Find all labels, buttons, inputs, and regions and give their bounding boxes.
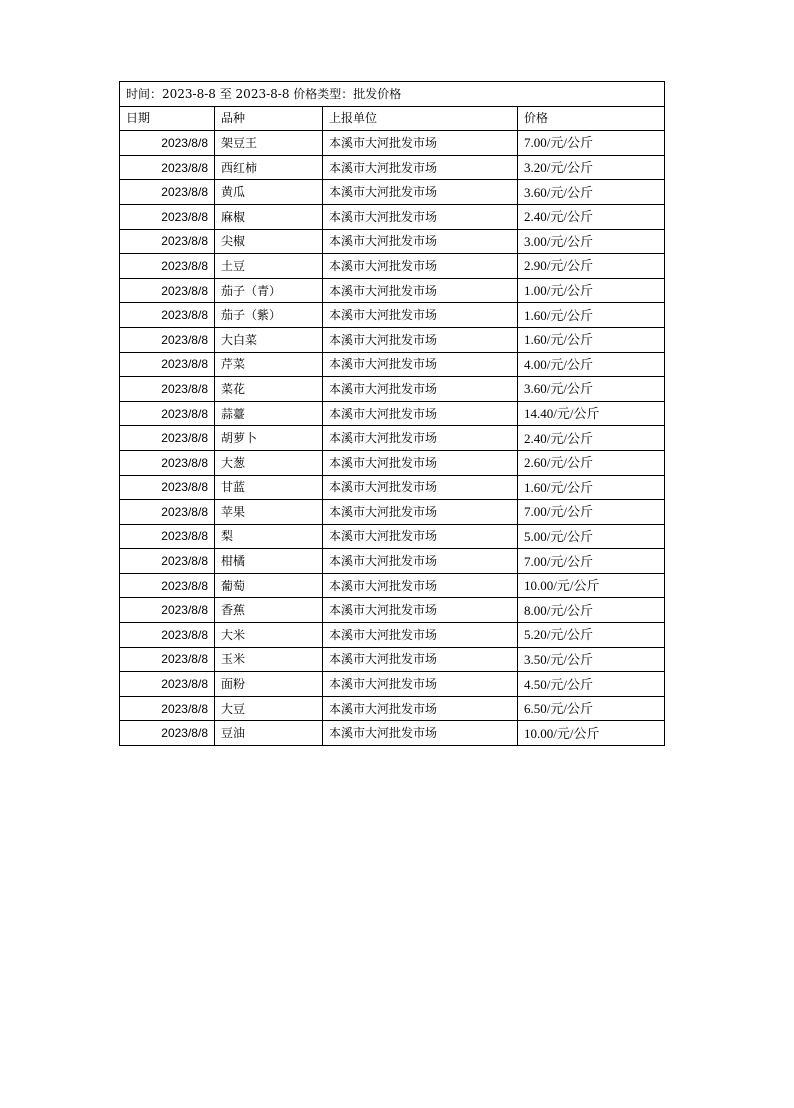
cell-variety: 架豆王 (215, 131, 323, 156)
cell-variety: 面粉 (215, 672, 323, 697)
cell-price: 1.60/元/公斤 (518, 303, 665, 328)
cell-date: 2023/8/8 (120, 401, 215, 426)
cell-price: 10.00/元/公斤 (518, 573, 665, 598)
cell-unit: 本溪市大河批发市场 (323, 450, 518, 475)
cell-variety: 土豆 (215, 254, 323, 279)
cell-unit: 本溪市大河批发市场 (323, 721, 518, 746)
cell-date: 2023/8/8 (120, 672, 215, 697)
table-row (120, 573, 665, 598)
cell-unit: 本溪市大河批发市场 (323, 426, 518, 451)
cell-date: 2023/8/8 (120, 303, 215, 328)
cell-variety: 甘蓝 (215, 475, 323, 500)
cell-variety: 大葱 (215, 450, 323, 475)
table-row (120, 549, 665, 574)
cell-unit: 本溪市大河批发市场 (323, 500, 518, 525)
table-row (120, 155, 665, 180)
table-row (120, 254, 665, 279)
cell-unit: 本溪市大河批发市场 (323, 278, 518, 303)
cell-unit: 本溪市大河批发市场 (323, 204, 518, 229)
cell-date: 2023/8/8 (120, 229, 215, 254)
cell-variety: 蒜薹 (215, 401, 323, 426)
table-row (120, 500, 665, 525)
cell-unit: 本溪市大河批发市场 (323, 352, 518, 377)
cell-date: 2023/8/8 (120, 254, 215, 279)
table-row (120, 647, 665, 672)
cell-price: 2.90/元/公斤 (518, 254, 665, 279)
cell-price: 2.60/元/公斤 (518, 450, 665, 475)
cell-variety: 黄瓜 (215, 180, 323, 205)
header-unit: 上报单位 (323, 106, 518, 131)
cell-date: 2023/8/8 (120, 204, 215, 229)
table-row (120, 131, 665, 156)
cell-unit: 本溪市大河批发市场 (323, 401, 518, 426)
table-row (120, 721, 665, 746)
cell-price: 2.40/元/公斤 (518, 204, 665, 229)
header-variety: 品种 (215, 106, 323, 131)
cell-date: 2023/8/8 (120, 131, 215, 156)
cell-variety: 苹果 (215, 500, 323, 525)
cell-unit: 本溪市大河批发市场 (323, 155, 518, 180)
cell-date: 2023/8/8 (120, 327, 215, 352)
cell-date: 2023/8/8 (120, 180, 215, 205)
cell-price: 7.00/元/公斤 (518, 549, 665, 574)
cell-unit: 本溪市大河批发市场 (323, 549, 518, 574)
table-row (120, 598, 665, 623)
cell-date: 2023/8/8 (120, 352, 215, 377)
cell-variety: 菜花 (215, 377, 323, 402)
cell-variety: 茄子（紫） (215, 303, 323, 328)
cell-price: 4.00/元/公斤 (518, 352, 665, 377)
cell-unit: 本溪市大河批发市场 (323, 180, 518, 205)
header-price: 价格 (518, 106, 665, 131)
cell-unit: 本溪市大河批发市场 (323, 598, 518, 623)
table-row (120, 426, 665, 451)
cell-date: 2023/8/8 (120, 524, 215, 549)
table-row (120, 524, 665, 549)
caption-row (120, 82, 665, 107)
cell-unit: 本溪市大河批发市场 (323, 647, 518, 672)
cell-variety: 葡萄 (215, 573, 323, 598)
cell-variety: 大白菜 (215, 327, 323, 352)
table-caption: 时间：2023-8-8 至 2023-8-8 价格类型：批发价格 (120, 82, 665, 107)
cell-price: 1.60/元/公斤 (518, 327, 665, 352)
cell-date: 2023/8/8 (120, 377, 215, 402)
header-date: 日期 (120, 106, 215, 131)
table-row (120, 450, 665, 475)
cell-unit: 本溪市大河批发市场 (323, 573, 518, 598)
cell-date: 2023/8/8 (120, 623, 215, 648)
cell-price: 6.50/元/公斤 (518, 696, 665, 721)
cell-price: 3.20/元/公斤 (518, 155, 665, 180)
cell-variety: 麻椒 (215, 204, 323, 229)
cell-date: 2023/8/8 (120, 500, 215, 525)
table-row (120, 229, 665, 254)
cell-date: 2023/8/8 (120, 450, 215, 475)
cell-price: 3.60/元/公斤 (518, 377, 665, 402)
cell-price: 4.50/元/公斤 (518, 672, 665, 697)
cell-date: 2023/8/8 (120, 549, 215, 574)
cell-variety: 柑橘 (215, 549, 323, 574)
cell-price: 1.60/元/公斤 (518, 475, 665, 500)
cell-price: 7.00/元/公斤 (518, 500, 665, 525)
cell-unit: 本溪市大河批发市场 (323, 672, 518, 697)
cell-variety: 大米 (215, 623, 323, 648)
cell-date: 2023/8/8 (120, 647, 215, 672)
cell-variety: 豆油 (215, 721, 323, 746)
cell-date: 2023/8/8 (120, 475, 215, 500)
cell-unit: 本溪市大河批发市场 (323, 327, 518, 352)
cell-variety: 梨 (215, 524, 323, 549)
cell-unit: 本溪市大河批发市场 (323, 696, 518, 721)
table-row (120, 204, 665, 229)
cell-variety: 大豆 (215, 696, 323, 721)
cell-variety: 尖椒 (215, 229, 323, 254)
cell-date: 2023/8/8 (120, 278, 215, 303)
cell-variety: 茄子（青） (215, 278, 323, 303)
cell-unit: 本溪市大河批发市场 (323, 131, 518, 156)
cell-date: 2023/8/8 (120, 598, 215, 623)
table-row (120, 327, 665, 352)
cell-date: 2023/8/8 (120, 155, 215, 180)
header-row (120, 106, 665, 131)
cell-date: 2023/8/8 (120, 721, 215, 746)
cell-unit: 本溪市大河批发市场 (323, 623, 518, 648)
cell-price: 3.50/元/公斤 (518, 647, 665, 672)
cell-unit: 本溪市大河批发市场 (323, 303, 518, 328)
cell-price: 3.60/元/公斤 (518, 180, 665, 205)
price-table-body (120, 82, 665, 746)
cell-date: 2023/8/8 (120, 426, 215, 451)
cell-variety: 西红柿 (215, 155, 323, 180)
cell-price: 3.00/元/公斤 (518, 229, 665, 254)
cell-unit: 本溪市大河批发市场 (323, 229, 518, 254)
table-row (120, 377, 665, 402)
cell-price: 1.00/元/公斤 (518, 278, 665, 303)
table-row (120, 672, 665, 697)
cell-price: 5.20/元/公斤 (518, 623, 665, 648)
table-row (120, 401, 665, 426)
table-row (120, 278, 665, 303)
table-row (120, 696, 665, 721)
cell-price: 2.40/元/公斤 (518, 426, 665, 451)
table-row (120, 352, 665, 377)
cell-unit: 本溪市大河批发市场 (323, 254, 518, 279)
cell-date: 2023/8/8 (120, 573, 215, 598)
table-row (120, 623, 665, 648)
cell-unit: 本溪市大河批发市场 (323, 475, 518, 500)
price-table (119, 81, 665, 746)
cell-variety: 芹菜 (215, 352, 323, 377)
cell-price: 10.00/元/公斤 (518, 721, 665, 746)
table-row (120, 180, 665, 205)
table-row (120, 303, 665, 328)
cell-variety: 玉米 (215, 647, 323, 672)
cell-variety: 香蕉 (215, 598, 323, 623)
cell-price: 7.00/元/公斤 (518, 131, 665, 156)
cell-price: 8.00/元/公斤 (518, 598, 665, 623)
cell-unit: 本溪市大河批发市场 (323, 524, 518, 549)
cell-price: 14.40/元/公斤 (518, 401, 665, 426)
cell-price: 5.00/元/公斤 (518, 524, 665, 549)
cell-variety: 胡萝卜 (215, 426, 323, 451)
table-row (120, 475, 665, 500)
cell-date: 2023/8/8 (120, 696, 215, 721)
cell-unit: 本溪市大河批发市场 (323, 377, 518, 402)
